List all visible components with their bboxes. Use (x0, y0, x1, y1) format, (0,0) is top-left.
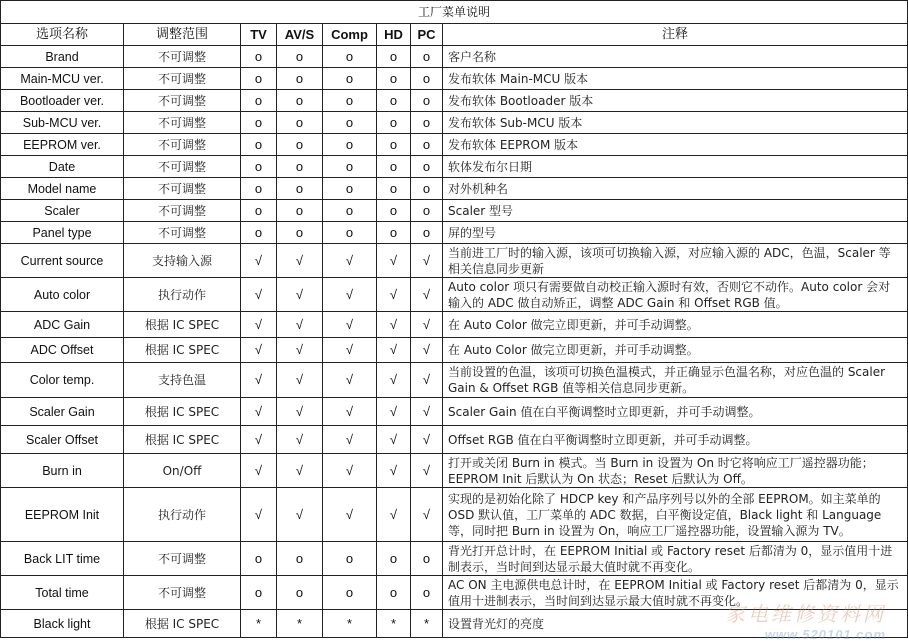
cell-hd: o (377, 178, 411, 200)
table-row (1, 426, 908, 454)
table-row (1, 178, 908, 200)
table-row (1, 156, 908, 178)
cell-note: 打开或关闭 Burn in 模式。当 Burn in 设置为 On 时它将响应工厂遥控器功能；EEPROM Init 后默认为 On 状态；Reset 后默认为 Off。 (443, 454, 908, 488)
cell-tv: o (241, 90, 277, 112)
table-row (1, 542, 908, 576)
table-row (1, 134, 908, 156)
header-hd: HD (377, 24, 411, 46)
cell-pc: √ (411, 363, 443, 398)
cell-pc: √ (411, 454, 443, 488)
cell-name: ADC Offset (1, 338, 124, 363)
cell-comp: √ (323, 398, 377, 426)
cell-range: 不可调整 (124, 112, 241, 134)
cell-range: 不可调整 (124, 90, 241, 112)
cell-range: 根据 IC SPEC (124, 398, 241, 426)
cell-name: Brand (1, 46, 124, 68)
cell-hd: √ (377, 363, 411, 398)
cell-tv: √ (241, 363, 277, 398)
table-row (1, 454, 908, 488)
cell-note: AC ON 主电源供电总计时，在 EEPROM Initial 或 Factory reset 后都清为 0，显示值用十进制表示，当时间到达显示最大值时就不再变化。 (443, 576, 908, 610)
cell-tv: o (241, 178, 277, 200)
cell-hd: √ (377, 312, 411, 338)
watermark-text: 家电维修资料网 (725, 602, 886, 626)
cell-comp: o (323, 222, 377, 244)
cell-comp: o (323, 46, 377, 68)
cell-hd: o (377, 576, 411, 610)
table-row (1, 576, 908, 610)
cell-comp: o (323, 200, 377, 222)
cell-tv: o (241, 222, 277, 244)
cell-note: 当前进工厂时的输入源，该项可切换输入源，对应输入源的 ADC，色温，Scaler 等相关信息同步更新 (443, 244, 908, 278)
cell-range: 不可调整 (124, 222, 241, 244)
cell-range: 根据 IC SPEC (124, 312, 241, 338)
cell-tv: o (241, 134, 277, 156)
cell-name: Color temp. (1, 363, 124, 398)
cell-tv: o (241, 112, 277, 134)
cell-name: Panel type (1, 222, 124, 244)
cell-name: Current source (1, 244, 124, 278)
table-row (1, 222, 908, 244)
cell-name: Sub-MCU ver. (1, 112, 124, 134)
cell-tv: √ (241, 454, 277, 488)
cell-note: 设置背光灯的亮度 (443, 610, 908, 638)
cell-comp: o (323, 68, 377, 90)
cell-name: Bootloader ver. (1, 90, 124, 112)
cell-name: EEPROM Init (1, 488, 124, 542)
cell-comp: o (323, 542, 377, 576)
cell-name: Total time (1, 576, 124, 610)
cell-range: 不可调整 (124, 46, 241, 68)
cell-tv: √ (241, 278, 277, 312)
cell-pc: o (411, 90, 443, 112)
cell-note: 在 Auto Color 做完立即更新，并可手动调整。 (443, 338, 908, 363)
cell-note: 屏的型号 (443, 222, 908, 244)
header-note: 注释 (443, 24, 908, 46)
cell-comp: o (323, 90, 377, 112)
cell-avs: o (277, 46, 323, 68)
cell-avs: √ (277, 426, 323, 454)
cell-avs: √ (277, 338, 323, 363)
cell-hd: o (377, 90, 411, 112)
cell-pc: * (411, 610, 443, 638)
table-row (1, 312, 908, 338)
cell-tv: √ (241, 488, 277, 542)
cell-tv: √ (241, 398, 277, 426)
cell-range: On/Off (124, 454, 241, 488)
cell-pc: o (411, 68, 443, 90)
cell-name: Main-MCU ver. (1, 68, 124, 90)
cell-avs: √ (277, 488, 323, 542)
cell-range: 不可调整 (124, 68, 241, 90)
cell-pc: o (411, 576, 443, 610)
cell-note: Scaler 型号 (443, 200, 908, 222)
cell-range: 不可调整 (124, 200, 241, 222)
cell-range: 根据 IC SPEC (124, 610, 241, 638)
cell-note: 发布软体 Main-MCU 版本 (443, 68, 908, 90)
cell-tv: o (241, 46, 277, 68)
cell-name: Burn in (1, 454, 124, 488)
cell-pc: √ (411, 488, 443, 542)
cell-pc: o (411, 112, 443, 134)
cell-range: 根据 IC SPEC (124, 426, 241, 454)
cell-note: 当前设置的色温，该项可切换色温模式，并正确显示色温名称，对应色温的 Scaler Gain & Offset RGB 值等相关信息同步更新。 (443, 363, 908, 398)
cell-avs: o (277, 134, 323, 156)
cell-pc: o (411, 178, 443, 200)
cell-hd: * (377, 610, 411, 638)
cell-avs: o (277, 222, 323, 244)
table-row (1, 610, 908, 638)
table-row (1, 68, 908, 90)
table-title: 工厂菜单说明 (1, 1, 908, 24)
cell-avs: o (277, 200, 323, 222)
table-row (1, 338, 908, 363)
cell-note: Offset RGB 值在白平衡调整时立即更新，并可手动调整。 (443, 426, 908, 454)
cell-avs: o (277, 542, 323, 576)
cell-pc: o (411, 156, 443, 178)
cell-name: Date (1, 156, 124, 178)
cell-name: Scaler Gain (1, 398, 124, 426)
cell-tv: o (241, 156, 277, 178)
header-comp: Comp (323, 24, 377, 46)
cell-pc: √ (411, 426, 443, 454)
cell-avs: √ (277, 244, 323, 278)
cell-note: 在 Auto Color 做完立即更新，并可手动调整。 (443, 312, 908, 338)
cell-pc: o (411, 46, 443, 68)
cell-tv: √ (241, 312, 277, 338)
cell-avs: √ (277, 363, 323, 398)
cell-pc: o (411, 542, 443, 576)
cell-pc: √ (411, 278, 443, 312)
cell-comp: o (323, 112, 377, 134)
cell-tv: o (241, 576, 277, 610)
header-row (1, 24, 908, 46)
cell-hd: o (377, 156, 411, 178)
cell-comp: √ (323, 338, 377, 363)
cell-name: Back LIT time (1, 542, 124, 576)
cell-range: 支持色温 (124, 363, 241, 398)
cell-hd: o (377, 68, 411, 90)
cell-hd: √ (377, 278, 411, 312)
cell-comp: √ (323, 278, 377, 312)
cell-note: 对外机种名 (443, 178, 908, 200)
cell-comp: √ (323, 312, 377, 338)
cell-name: Model name (1, 178, 124, 200)
table-row (1, 90, 908, 112)
cell-name: ADC Gain (1, 312, 124, 338)
cell-avs: √ (277, 278, 323, 312)
cell-tv: o (241, 542, 277, 576)
cell-name: Scaler Offset (1, 426, 124, 454)
cell-avs: √ (277, 454, 323, 488)
cell-comp: o (323, 576, 377, 610)
cell-note: 客户名称 (443, 46, 908, 68)
cell-range: 不可调整 (124, 542, 241, 576)
cell-hd: √ (377, 488, 411, 542)
cell-name: Auto color (1, 278, 124, 312)
table-row (1, 46, 908, 68)
table-row (1, 200, 908, 222)
cell-range: 不可调整 (124, 178, 241, 200)
cell-note: 发布软体 Sub-MCU 版本 (443, 112, 908, 134)
cell-pc: √ (411, 338, 443, 363)
cell-avs: * (277, 610, 323, 638)
cell-comp: o (323, 178, 377, 200)
cell-hd: √ (377, 338, 411, 363)
table-row (1, 488, 908, 542)
cell-pc: √ (411, 312, 443, 338)
cell-hd: o (377, 134, 411, 156)
cell-note: 发布软体 EEPROM 版本 (443, 134, 908, 156)
cell-hd: o (377, 542, 411, 576)
cell-hd: √ (377, 244, 411, 278)
cell-pc: o (411, 134, 443, 156)
cell-note: 软体发布尔日期 (443, 156, 908, 178)
cell-comp: √ (323, 488, 377, 542)
cell-avs: o (277, 178, 323, 200)
header-avs: AV/S (277, 24, 323, 46)
table-row (1, 244, 908, 278)
cell-range: 执行动作 (124, 488, 241, 542)
watermark-url: www.520101.com (764, 627, 886, 642)
cell-comp: o (323, 134, 377, 156)
cell-name: Black light (1, 610, 124, 638)
cell-hd: √ (377, 454, 411, 488)
header-tv: TV (241, 24, 277, 46)
cell-avs: o (277, 90, 323, 112)
cell-comp: √ (323, 363, 377, 398)
cell-avs: o (277, 112, 323, 134)
cell-comp: √ (323, 426, 377, 454)
cell-tv: * (241, 610, 277, 638)
cell-tv: √ (241, 244, 277, 278)
cell-hd: o (377, 112, 411, 134)
cell-avs: √ (277, 398, 323, 426)
cell-pc: o (411, 222, 443, 244)
cell-range: 执行动作 (124, 278, 241, 312)
cell-avs: o (277, 156, 323, 178)
cell-note: 发布软体 Bootloader 版本 (443, 90, 908, 112)
header-pc: PC (411, 24, 443, 46)
cell-hd: o (377, 46, 411, 68)
cell-range: 不可调整 (124, 576, 241, 610)
table-row (1, 112, 908, 134)
cell-note: 实现的是初始化除了 HDCP key 和产品序列号以外的全部 EEPROM。如主菜单的 OSD 默认值，工厂菜单的 ADC 数据，白平衡设定值，Black light 和 Language 等，同时把 Burn in 设置为 On，响应工厂遥控器功能，设置输入源为 TV。 (443, 488, 908, 542)
cell-note: Scaler Gain 值在白平衡调整时立即更新，并可手动调整。 (443, 398, 908, 426)
cell-tv: √ (241, 338, 277, 363)
cell-tv: o (241, 68, 277, 90)
cell-range: 根据 IC SPEC (124, 338, 241, 363)
cell-avs: √ (277, 312, 323, 338)
cell-hd: o (377, 222, 411, 244)
table-row (1, 363, 908, 398)
header-range: 调整范围 (124, 24, 241, 46)
table-row (1, 398, 908, 426)
cell-pc: √ (411, 244, 443, 278)
cell-note: Auto color 项只有需要做自动校正输入源时有效，否则它不动作。Auto color 会对输入的 ADC 做自动矫正，调整 ADC Gain 和 Offset RGB 值。 (443, 278, 908, 312)
cell-name: EEPROM ver. (1, 134, 124, 156)
cell-pc: o (411, 200, 443, 222)
cell-avs: o (277, 68, 323, 90)
header-name: 选项名称 (1, 24, 124, 46)
cell-note: 背光打开总计时，在 EEPROM Initial 或 Factory reset 后都清为 0，显示值用十进制表示，当时间到达显示最大值时就不再变化。 (443, 542, 908, 576)
cell-comp: √ (323, 454, 377, 488)
cell-hd: √ (377, 426, 411, 454)
cell-tv: √ (241, 426, 277, 454)
cell-range: 支持输入源 (124, 244, 241, 278)
table-row (1, 278, 908, 312)
cell-pc: √ (411, 398, 443, 426)
cell-comp: * (323, 610, 377, 638)
cell-hd: √ (377, 398, 411, 426)
cell-range: 不可调整 (124, 134, 241, 156)
cell-comp: √ (323, 244, 377, 278)
cell-hd: o (377, 200, 411, 222)
cell-name: Scaler (1, 200, 124, 222)
cell-avs: o (277, 576, 323, 610)
cell-range: 不可调整 (124, 156, 241, 178)
cell-comp: o (323, 156, 377, 178)
cell-tv: o (241, 200, 277, 222)
